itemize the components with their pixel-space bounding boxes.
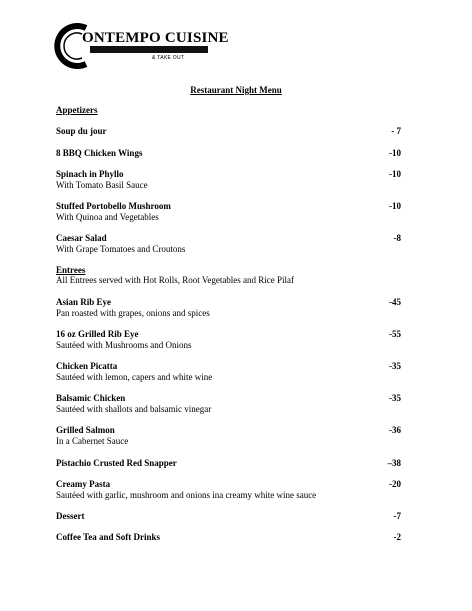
item-name: Soup du jour bbox=[56, 126, 107, 136]
item-name: Dessert bbox=[56, 511, 85, 521]
item-price: -55 bbox=[389, 329, 401, 339]
item-price: -8 bbox=[393, 233, 401, 243]
item-price: - 7 bbox=[391, 126, 401, 136]
item-price: -7 bbox=[393, 511, 401, 521]
item-description: With Tomato Basil Sauce bbox=[56, 180, 148, 190]
item-description: With Grape Tomatoes and Croutons bbox=[56, 244, 186, 254]
menu-item bbox=[56, 329, 401, 351]
menu-title: Restaurant Night Menu bbox=[190, 85, 282, 95]
menu-item bbox=[56, 148, 401, 159]
item-price: -35 bbox=[389, 393, 401, 403]
item-name: Grilled Salmon bbox=[56, 425, 115, 435]
menu-item bbox=[56, 393, 401, 415]
item-price: -20 bbox=[389, 479, 401, 489]
entrees-heading: Entrees bbox=[56, 265, 86, 275]
item-name: Pistachio Crusted Red Snapper bbox=[56, 458, 177, 468]
item-price: -10 bbox=[389, 201, 401, 211]
item-name: Balsamic Chicken bbox=[56, 393, 126, 403]
item-description: Sautéed with shallots and balsamic vinegar bbox=[56, 404, 212, 414]
item-description: Sautéed with garlic, mushroom and onions ina creamy white wine sauce bbox=[56, 490, 317, 500]
item-description: Pan roasted with grapes, onions and spices bbox=[56, 308, 210, 318]
menu-item bbox=[56, 233, 401, 255]
entrees-note: All Entrees served with Hot Rolls, Root Vegetables and Rice Pilaf bbox=[56, 275, 295, 285]
item-name: Coffee Tea and Soft Drinks bbox=[56, 532, 161, 542]
item-description: With Quinoa and Vegetables bbox=[56, 212, 159, 222]
menu-item bbox=[56, 297, 401, 319]
item-name: Spinach in Phyllo bbox=[56, 169, 124, 179]
item-description: In a Cabernet Sauce bbox=[56, 436, 129, 446]
logo-catering: CATERING bbox=[134, 72, 162, 78]
item-description: Sautéed with Mushrooms and Onions bbox=[56, 340, 192, 350]
item-name: Chicken Picatta bbox=[56, 361, 118, 371]
menu-item bbox=[56, 169, 401, 191]
logo-wordmark: ONTEMPO CUISINE bbox=[82, 30, 229, 46]
restaurant-logo bbox=[54, 20, 229, 78]
menu-item bbox=[56, 126, 401, 137]
item-name: Asian Rib Eye bbox=[56, 297, 112, 307]
menu-item bbox=[56, 458, 401, 469]
item-description: Sautéed with lemon, capers and white wine bbox=[56, 372, 213, 382]
item-price: -10 bbox=[389, 148, 401, 158]
item-price: –38 bbox=[387, 458, 401, 468]
item-name: Stuffed Portobello Mushroom bbox=[56, 201, 171, 211]
item-name: Caesar Salad bbox=[56, 233, 107, 243]
menu-item bbox=[56, 511, 401, 522]
item-price: -35 bbox=[389, 361, 401, 371]
menu-item bbox=[56, 425, 401, 447]
item-name: 16 oz Grilled Rib Eye bbox=[56, 329, 139, 339]
item-price: -45 bbox=[389, 297, 401, 307]
menu-item bbox=[56, 479, 401, 501]
item-price: -36 bbox=[389, 425, 401, 435]
menu-item bbox=[56, 532, 401, 543]
logo-takeout: & TAKE OUT bbox=[152, 55, 185, 61]
item-name: Creamy Pasta bbox=[56, 479, 111, 489]
item-price: -10 bbox=[389, 169, 401, 179]
menu-item bbox=[56, 361, 401, 383]
appetizers-heading: Appetizers bbox=[56, 105, 98, 115]
menu-item bbox=[56, 201, 401, 223]
item-name: 8 BBQ Chicken Wings bbox=[56, 148, 143, 158]
item-price: -2 bbox=[393, 532, 401, 542]
